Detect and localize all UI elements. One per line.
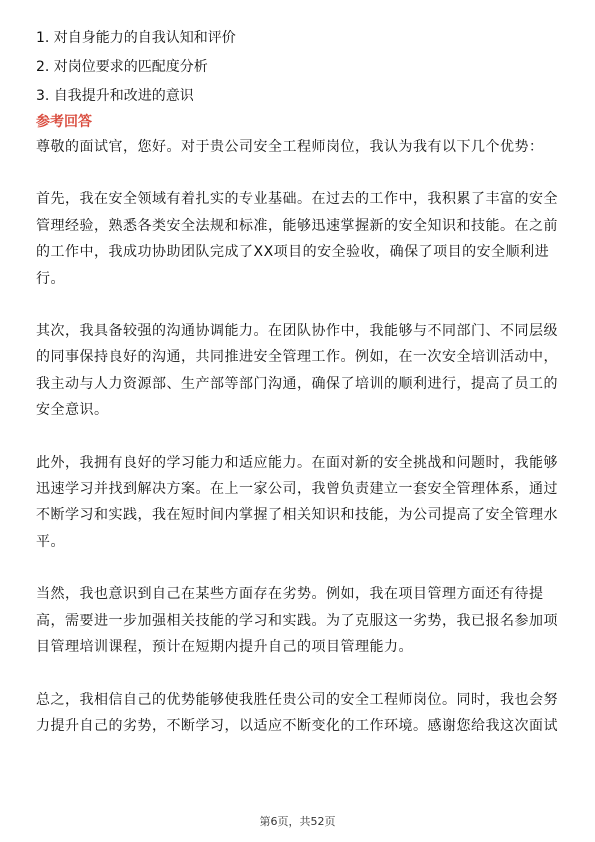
paragraph-gap: [36, 424, 564, 450]
answer-paragraph: 此外，我拥有良好的学习能力和适应能力。在面对新的安全挑战和问题时，我能够迅速学习并找到解决方案。在上一家公司，我曾负责建立一套安全管理体系，通过不断学习和实践，我在短时间内掌握了相关知识和技能，为公司提高了安全管理水平。: [36, 454, 558, 550]
paragraph-gap: [36, 160, 564, 186]
criterion-item: 2. 对岗位要求的匹配度分析: [36, 59, 208, 75]
answer-paragraph: 其次，我具备较强的沟通协调能力。在团队协作中，我能够与不同部门、不同层级的同事保持良好的沟通，共同推进安全管理工作。例如，在一次安全培训活动中，我主动与人力资源部、生产部等部门沟通，确保了培训的顺利进行，提高了员工的安全意识。: [36, 323, 558, 419]
answer-paragraph: 总之，我相信自己的优势能够使我胜任贵公司的安全工程师岗位。同时，我也会努力提升自己的劣势，不断学习，以适应不断变化的工作环境。感谢您给我这次面试: [36, 691, 558, 734]
criterion-item: 3. 自我提升和改进的意识: [36, 88, 194, 104]
paragraph-gap: [36, 292, 564, 318]
answer-paragraph: 当然，我也意识到自己在某些方面存在劣势。例如，我在项目管理方面还有待提高，需要进一步加强相关技能的学习和实践。为了克服这一劣势，我已报名参加项目管理培训课程，预计在短期内提升自己的项目管理能力。: [36, 586, 558, 656]
page-number: 第6页，共52页: [259, 815, 336, 828]
criterion-item: 1. 对自身能力的自我认知和评价: [36, 30, 236, 46]
answer-heading: 参考回答: [36, 114, 92, 130]
answer-paragraph: 首先，我在安全领域有着扎实的专业基础。在过去的工作中，我积累了丰富的安全管理经验，熟悉各类安全法规和标准，能够迅速掌握新的安全知识和技能。在之前的工作中，我成功协助团队完成了XX项目的安全验收，确保了项目的安全顺利进行。: [36, 191, 558, 287]
paragraph-gap: [36, 661, 564, 687]
answer-opening: 尊敬的面试官，您好。对于贵公司安全工程师岗位，我认为我有以下几个优势：: [36, 139, 544, 155]
document-page: [36, 28, 564, 739]
paragraph-gap: [36, 555, 564, 581]
